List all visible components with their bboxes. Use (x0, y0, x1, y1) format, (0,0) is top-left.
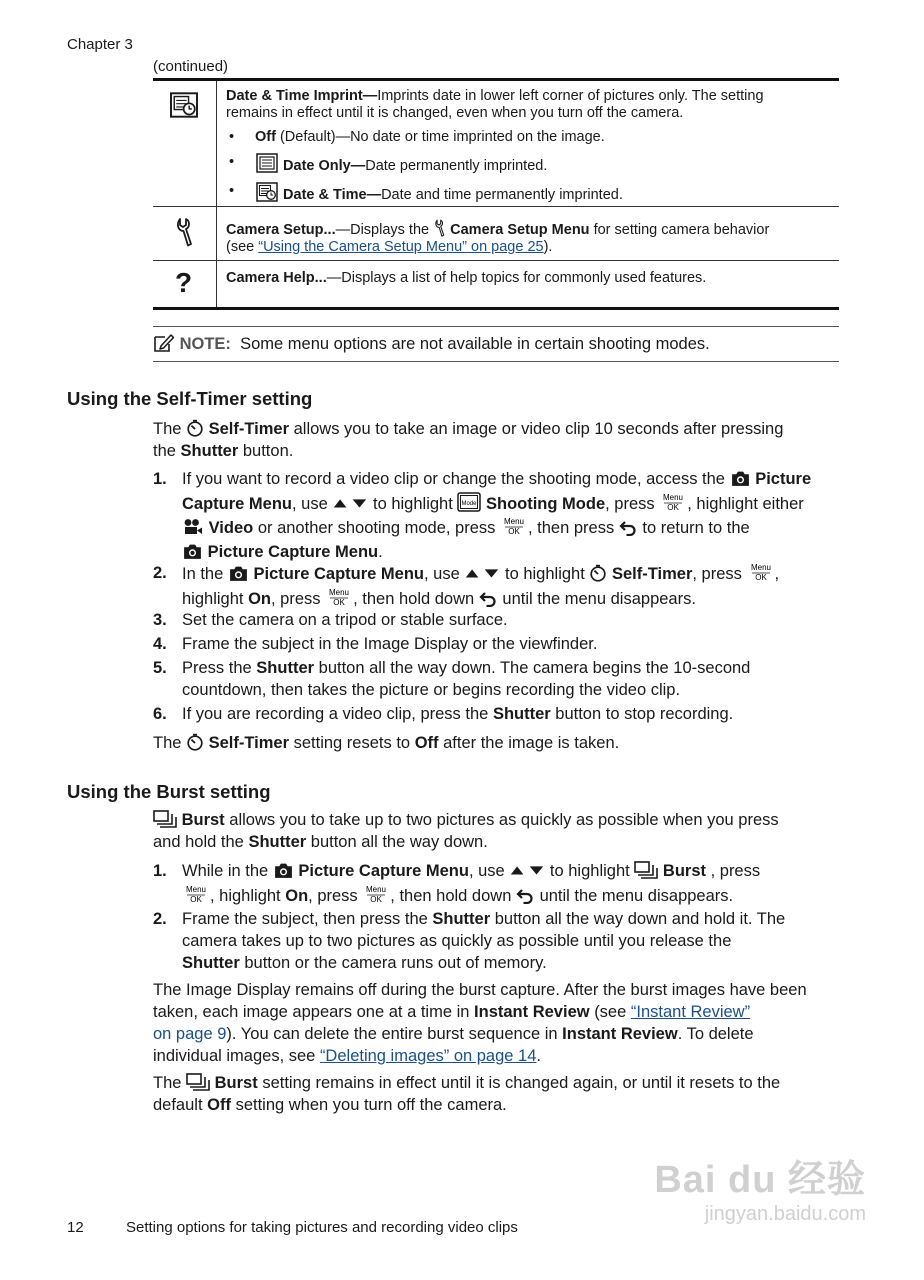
text: , press (308, 886, 358, 905)
instant-review-link[interactable]: “Instant Review” (630, 1003, 751, 1021)
text: to return to the (642, 519, 750, 537)
svg-text:Menu: Menu (185, 884, 207, 894)
text: , highlight either (687, 494, 804, 513)
text: Self-Timer (611, 565, 693, 583)
date-time-icon (255, 182, 279, 202)
text: Shutter (180, 442, 239, 460)
text: to highlight (549, 862, 630, 880)
burst-paragraph-1 (153, 979, 853, 1067)
camera-help-title: Camera Help... (226, 270, 327, 286)
chapter-label: Chapter 3 (67, 36, 133, 53)
date-time-imprint-desc-b: remains in effect until it is changed, even when you turn off the camera. (226, 105, 684, 121)
text: setting remains in effect until it is changed again, or until it resets to the (262, 1074, 781, 1092)
svg-text:Mode: Mode (461, 500, 477, 507)
option-label: Date & Time— (283, 187, 382, 203)
self-timer-icon (186, 733, 204, 751)
self-timer-outro (153, 732, 853, 754)
text: to highlight (372, 494, 453, 513)
text: While in the (182, 862, 269, 880)
date-time-imprint-title: Date & Time Imprint— (226, 88, 378, 104)
svg-text:OK: OK (370, 894, 383, 904)
text: individual images, see (153, 1047, 316, 1065)
page-number: 12 (67, 1219, 84, 1236)
camera-icon (273, 862, 294, 879)
step-number: 3. (153, 611, 167, 629)
text: The (153, 420, 182, 438)
text: If you are recording a video clip, press the (182, 705, 489, 723)
self-timer-icon (186, 419, 204, 437)
menu-ok-icon (325, 587, 353, 607)
text: Instant Review (474, 1003, 590, 1021)
option-desc: Date and time permanently imprinted. (381, 187, 623, 203)
up-down-arrows-icon (464, 567, 500, 579)
step-number: 2. (153, 910, 167, 928)
option-label: Off (255, 129, 276, 145)
text: allows you to take up to two pictures as quickly as possible when you press (229, 811, 779, 829)
text: taken, each image appears one at a time in (153, 1003, 470, 1021)
wrench-icon (433, 219, 446, 237)
text: until the menu disappears. (539, 886, 734, 905)
text: countdown, then takes the picture or begins recording the video clip. (182, 681, 681, 699)
camera-setup-desc-tail: for setting camera behavior (589, 222, 770, 238)
deleting-images-link[interactable]: “Deleting images” on page 14 (319, 1047, 537, 1065)
wrench-icon (174, 217, 194, 247)
text: the (153, 442, 176, 460)
menu-ok-icon (362, 884, 390, 904)
text: , then press (527, 519, 615, 537)
burst-icon (186, 1073, 210, 1091)
text: Shutter (256, 659, 315, 677)
note-icon (153, 333, 175, 353)
text: , press (270, 589, 321, 608)
camera-setup-title: Camera Setup... (226, 222, 336, 238)
svg-text:Menu: Menu (329, 587, 350, 597)
step-number: 5. (153, 659, 167, 677)
back-icon (479, 591, 498, 607)
menu-ok-icon (182, 884, 210, 904)
camera-icon (182, 543, 203, 560)
text: , press (710, 862, 761, 880)
text: or another shooting mode, press (257, 519, 496, 537)
text: Picture (755, 470, 812, 488)
date-only-icon (255, 153, 279, 173)
text: Off (414, 734, 439, 752)
note-box (153, 326, 839, 362)
back-icon (516, 888, 535, 904)
text: . (536, 1047, 541, 1065)
option-desc: (Default)—No date or time imprinted on the image. (275, 129, 605, 145)
text: Self-Timer (208, 420, 290, 438)
text: Off (207, 1096, 231, 1114)
text: , (774, 565, 780, 583)
text: . To delete (677, 1025, 754, 1043)
text: The (153, 734, 182, 752)
burst-paragraph-2 (153, 1072, 853, 1116)
text: , highlight (210, 886, 281, 905)
svg-text:OK: OK (190, 894, 202, 904)
list-item (226, 153, 829, 176)
text: The (153, 1074, 182, 1092)
list-item (226, 128, 829, 147)
text: In the (182, 565, 224, 583)
svg-text:OK: OK (667, 502, 680, 512)
watermark-url: jingyan.baidu.com (704, 1203, 866, 1225)
step-number: 2. (153, 564, 167, 582)
self-timer-intro (153, 418, 853, 462)
svg-text:OK: OK (754, 573, 767, 582)
burst-icon (153, 810, 177, 828)
text: button all the way down and hold it. The (494, 910, 786, 928)
option-label: Date Only— (283, 158, 366, 174)
see-suffix: ). (543, 239, 553, 255)
svg-text:OK: OK (508, 527, 520, 536)
step-number: 4. (153, 635, 167, 653)
watermark-brand: Bai du 经验 (654, 1159, 866, 1201)
text: Picture Capture Menu (207, 542, 379, 561)
text: Burst (214, 1074, 258, 1092)
text: button or the camera runs out of memory. (244, 954, 547, 972)
step-number: 1. (153, 862, 167, 880)
video-icon (182, 518, 204, 536)
text: setting when you turn off the camera. (235, 1096, 507, 1114)
date-time-imprint-desc-a: Imprints date in lower left corner of pictures only. The setting (377, 88, 764, 104)
self-timer-icon (589, 564, 607, 582)
text: Shooting Mode (485, 494, 606, 513)
text: default (153, 1096, 203, 1114)
table-row-camera-help (153, 261, 839, 310)
text: to highlight (504, 565, 585, 583)
text: , use (292, 494, 328, 513)
burst-icon (634, 861, 658, 879)
text: Shutter (432, 910, 491, 928)
text: Shutter (182, 954, 240, 972)
svg-text:Menu: Menu (366, 884, 387, 894)
list-item (226, 182, 829, 205)
table-row-date-time-imprint (153, 78, 839, 207)
text: Instant Review (562, 1025, 678, 1043)
up-down-arrows-icon (332, 497, 368, 509)
text: setting resets to (293, 734, 411, 752)
note-text: Some menu options are not available in certain shooting modes. (240, 335, 710, 353)
text: Picture Capture Menu (298, 862, 469, 880)
step-number: 1. (153, 470, 167, 488)
help-icon: ? (175, 267, 193, 298)
text: . (378, 542, 383, 561)
date-time-imprint-icon (169, 92, 199, 118)
step-number: 6. (153, 705, 167, 723)
camera-setup-desc: —Displays the (335, 222, 434, 238)
text: Shutter (492, 705, 551, 723)
step-text: Frame the subject in the Image Display or the viewfinder. (182, 635, 598, 653)
back-icon (619, 520, 638, 536)
text: button. (242, 442, 294, 460)
text: Burst (662, 862, 706, 880)
menu-ok-icon (659, 492, 687, 512)
text: button to stop recording. (555, 705, 734, 723)
option-desc: Date permanently imprinted. (365, 158, 548, 174)
camera-setup-menu-name: Camera Setup Menu (450, 222, 590, 238)
text: (see (594, 1003, 627, 1021)
text: , then hold down (353, 589, 475, 608)
text: , press (692, 565, 742, 583)
text: Capture Menu (182, 494, 293, 513)
footer-title: Setting options for taking pictures and recording video clips (126, 1219, 518, 1236)
text: , use (424, 565, 460, 583)
table-row-camera-setup (153, 207, 839, 261)
text: camera takes up to two pictures as quickly as possible until you release the (182, 932, 732, 950)
camera-help-desc: —Displays a list of help topics for commonly used features. (326, 270, 707, 286)
text: button all the way down. (310, 833, 488, 851)
text: and hold the (153, 833, 244, 851)
text: The Image Display remains off during the burst capture. After the burst images have been (153, 981, 807, 999)
camera-setup-menu-link[interactable]: “Using the Camera Setup Menu” on page 25 (258, 239, 544, 255)
text: Burst (181, 811, 225, 829)
text: Frame the subject, then press the (182, 910, 428, 928)
text: Self-Timer (208, 734, 290, 752)
svg-text:OK: OK (333, 597, 345, 607)
text: until the menu disappears. (502, 589, 696, 608)
menu-ok-icon (500, 516, 528, 536)
continued-label: (continued) (153, 58, 229, 75)
see-prefix: (see (226, 239, 259, 255)
text: On (285, 886, 309, 905)
text: Press the (182, 659, 252, 677)
text: If you want to record a video clip or change the shooting mode, access the (182, 470, 725, 488)
note-label: NOTE: (179, 335, 231, 353)
shooting-mode-icon (457, 492, 481, 512)
options-table (153, 78, 839, 310)
svg-text:Menu: Menu (663, 492, 684, 502)
text: On (248, 589, 271, 608)
camera-icon (228, 565, 249, 582)
text: button all the way down. The camera begins the 10-second (318, 659, 751, 677)
burst-intro (153, 809, 853, 853)
text: highlight (182, 589, 244, 608)
menu-ok-icon (747, 562, 775, 582)
baidu-watermark (654, 1148, 866, 1226)
text: Shutter (248, 833, 307, 851)
svg-text:Menu: Menu (750, 563, 771, 572)
text: , use (468, 862, 505, 880)
step-text: Set the camera on a tripod or stable surface. (182, 611, 508, 629)
svg-text:Menu: Menu (503, 517, 524, 526)
camera-icon (730, 470, 751, 487)
up-down-arrows-icon (509, 864, 545, 876)
text: allows you to take an image or video clip 10 seconds after pressing (293, 420, 784, 438)
text: , press (605, 494, 655, 513)
text: , then hold down (390, 886, 512, 905)
date-time-options (226, 128, 829, 205)
instant-review-page-link[interactable]: on page 9 (153, 1025, 227, 1043)
burst-heading: Using the Burst setting (67, 781, 271, 802)
text: ). You can delete the entire burst sequence in (226, 1025, 558, 1043)
text: after the image is taken. (443, 734, 620, 752)
self-timer-heading: Using the Self-Timer setting (67, 388, 313, 409)
text: Video (208, 519, 254, 537)
text: Picture Capture Menu (253, 565, 425, 583)
